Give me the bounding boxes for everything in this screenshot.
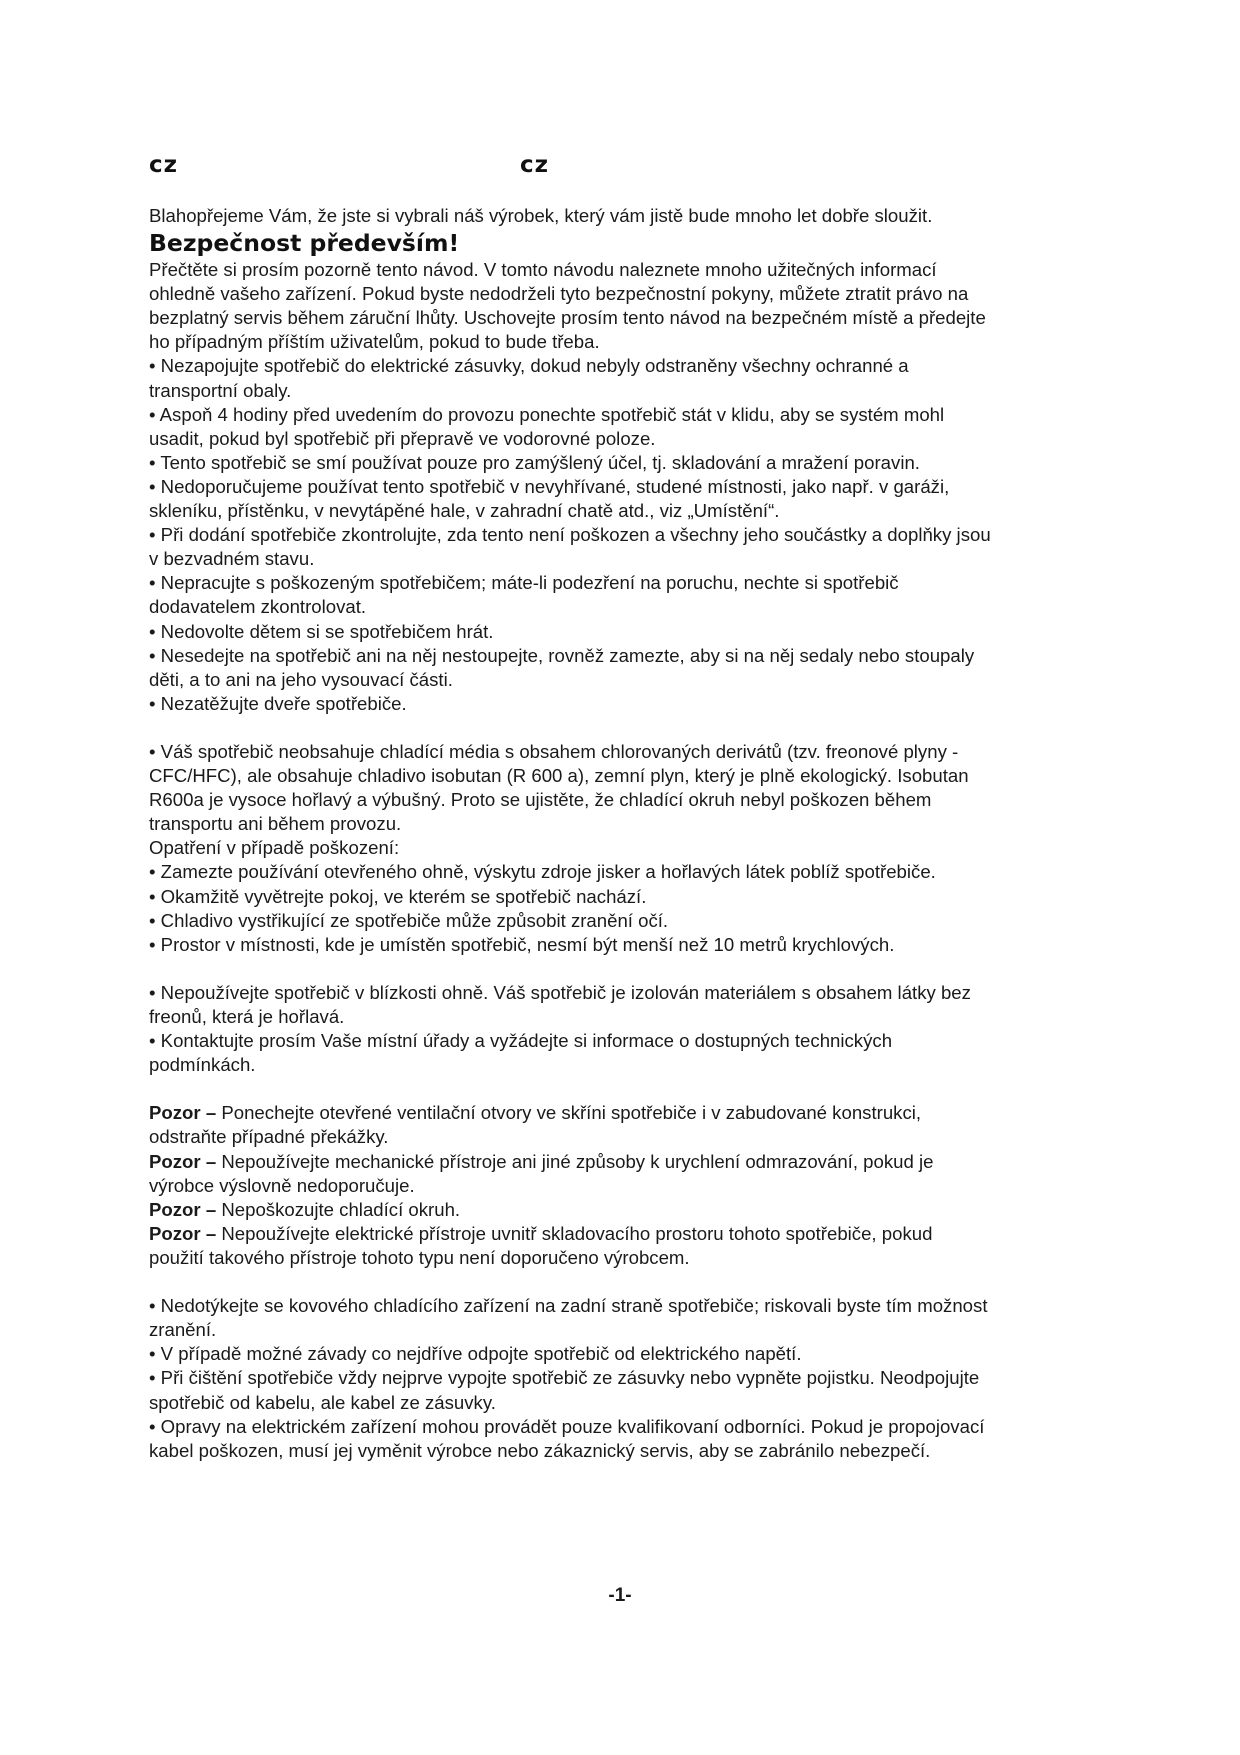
text-line: • Okamžitě vyvětrejte pokoj, ve kterém se spotřebič nachází. [149,885,647,907]
warning-label: Pozor – [149,1102,217,1124]
text-line: spotřebič od kabelu, ale kabel ze zásuvky. [149,1391,496,1413]
bullet-line: usadit, pokud byl spotřebič při přepravě ve vodorovné poloze. [149,427,656,449]
text-line: CFC/HFC), ale obsahuje chladivo isobutan (R 600 a), zemní plyn, který je plně ekologický. Isobutan [149,765,969,787]
page-number: -1- [608,1585,632,1606]
text-line: ho případným příštím uživatelům, pokud to bude třeba. [149,331,600,353]
text-line: Opatření v případě poškození: [149,837,400,859]
bullet-line: dodavatelem zkontrolovat. [149,596,367,618]
text-line: • Při čištění spotřebiče vždy nejprve vypojte spotřebič ze zásuvky nebo vypněte pojistku. Neodpojujte [149,1367,980,1389]
text-line: • Prostor v místnosti, kde je umístěn spotřebič, nesmí být menší než 10 metrů krychlových. [149,933,895,955]
text-line: • Zamezte používání otevřeného ohně, výskytu zdroje jisker a hořlavých látek poblíž spotřebiče. [149,861,936,883]
bullet-line: • Při dodání spotřebiče zkontrolujte, zda tento není poškozen a všechny jeho součástky a doplňky jsou [149,524,991,546]
language-code-right: cz [520,152,550,178]
intro-line: Blahopřejeme Vám, že jste si vybrali náš výrobek, který vám jistě bude mnoho let dobře sloužit. [149,205,933,226]
bullet-line: skleníku, přístěnku, v nevytápěné hale, v zahradní chatě atd., viz „Umístění“. [149,500,780,522]
text-line: freonů, která je hořlavá. [149,1006,345,1027]
safety-heading: Bezpečnost především! [149,229,460,258]
text-line: podmínkách. [149,1054,256,1076]
text-line: • Opravy na elektrickém zařízení mohou provádět pouze kvalifikovaní odborníci. Pokud je propojovací [149,1415,985,1437]
warning-text: Nepoškozujte chladící okruh. [221,1198,461,1220]
intro-paragraph [149,258,1109,354]
bullet-line: transportní obaly. [149,379,292,401]
refrigerant-section [149,740,1109,957]
bullet-line: • Nedoporučujeme používat tento spotřebič v nevyhřívané, studené místnosti, jako např. v garáži, [149,475,950,497]
text-line: • Chladivo vystřikující ze spotřebiče může způsobit zranění očí. [149,909,669,931]
text-line: transportu ani během provozu. [149,813,402,835]
warning-line: odstraňte případné překážky. [149,1126,389,1148]
fire-section [149,981,1109,1077]
text-line: Přečtěte si prosím pozorně tento návod. V tomto návodu naleznete mnoho užitečných informací [149,259,937,281]
text-line: zranění. [149,1319,217,1341]
bullet-line: v bezvadném stavu. [149,548,315,570]
warning-label: Pozor – [149,1198,217,1220]
warning-label: Pozor – [149,1222,217,1244]
text-line: kabel poškozen, musí jej vyměnit výrobce nebo zákaznický servis, aby se zabránilo nebezpečí. [149,1439,931,1461]
warning-line: výrobce výslovně nedoporučuje. [149,1174,415,1196]
text-line: • Kontaktujte prosím Vaše místní úřady a vyžádejte si informace o dostupných technických [149,1030,893,1052]
safety-bullets [149,354,1109,715]
bullet-line: • Nesedejte na spotřebič ani na něj nestoupejte, rovněž zamezte, aby si na něj sedaly nebo stoupaly [149,644,975,666]
warning-line [149,1150,1109,1174]
warning-line: použití takového přístroje tohoto typu není doporučeno výrobcem. [149,1246,690,1268]
warning-text: Nepoužívejte elektrické přístroje uvnitř skladovacího prostoru tohoto spotřebiče, pokud [221,1222,933,1244]
warnings-section [149,1101,1109,1270]
warning-line [149,1198,1109,1222]
text-line: • Nedotýkejte se kovového chladícího zařízení na zadní straně spotřebiče; riskovali byste tím možnost [149,1295,988,1317]
text-line: bezplatný servis během záruční lhůty. Uschovejte prosím tento návod na bezpečném místě a předejte [149,307,986,329]
language-code-left: cz [149,152,179,178]
text-line: R600a je vysoce hořlavý a výbušný. Proto se ujistěte, že chladící okruh nebyl poškozen během [149,789,932,811]
bullet-line: • Nezatěžujte dveře spotřebiče. [149,692,407,714]
bullet-line: • Tento spotřebič se smí používat pouze pro zamýšlený účel, tj. skladování a mražení poravin. [149,451,920,473]
text-line: • Váš spotřebič neobsahuje chladící média s obsahem chlorovaných derivátů (tzv. freonové plyny - [149,740,959,762]
text-line: ohledně vašeho zařízení. Pokud byste nedodrželi tyto bezpečnostní pokyny, můžete ztratit právo na [149,283,969,305]
text-line: • V případě možné závady co nejdříve odpojte spotřebič od elektrického napětí. [149,1343,802,1365]
manual-content [149,204,1109,1463]
warning-line [149,1101,1109,1125]
electrical-section [149,1294,1109,1463]
bullet-line: • Nedovolte dětem si se spotřebičem hrát. [149,620,494,642]
bullet-line: • Nepracujte s poškozeným spotřebičem; máte-li podezření na poruchu, nechte si spotřebič [149,572,899,594]
warning-text: Ponechejte otevřené ventilační otvory ve skříni spotřebiče i v zabudované konstrukci, [221,1102,922,1124]
warning-text: Nepoužívejte mechanické přístroje ani jiné způsoby k urychlení odmrazování, pokud je [221,1150,934,1172]
warning-label: Pozor – [149,1150,217,1172]
bullet-line: děti, a to ani na jeho vysouvací části. [149,668,453,690]
text-line: • Nepoužívejte spotřebič v blízkosti ohně. Váš spotřebič je izolován materiálem s obsahem látky bez [149,981,971,1003]
bullet-line: • Nezapojujte spotřebič do elektrické zásuvky, dokud nebyly odstraněny všechny ochranné a [149,355,909,377]
bullet-line: • Aspoň 4 hodiny před uvedením do provozu ponechte spotřebič stát v klidu, aby se systém mohl [149,403,945,425]
warning-line [149,1222,1109,1246]
